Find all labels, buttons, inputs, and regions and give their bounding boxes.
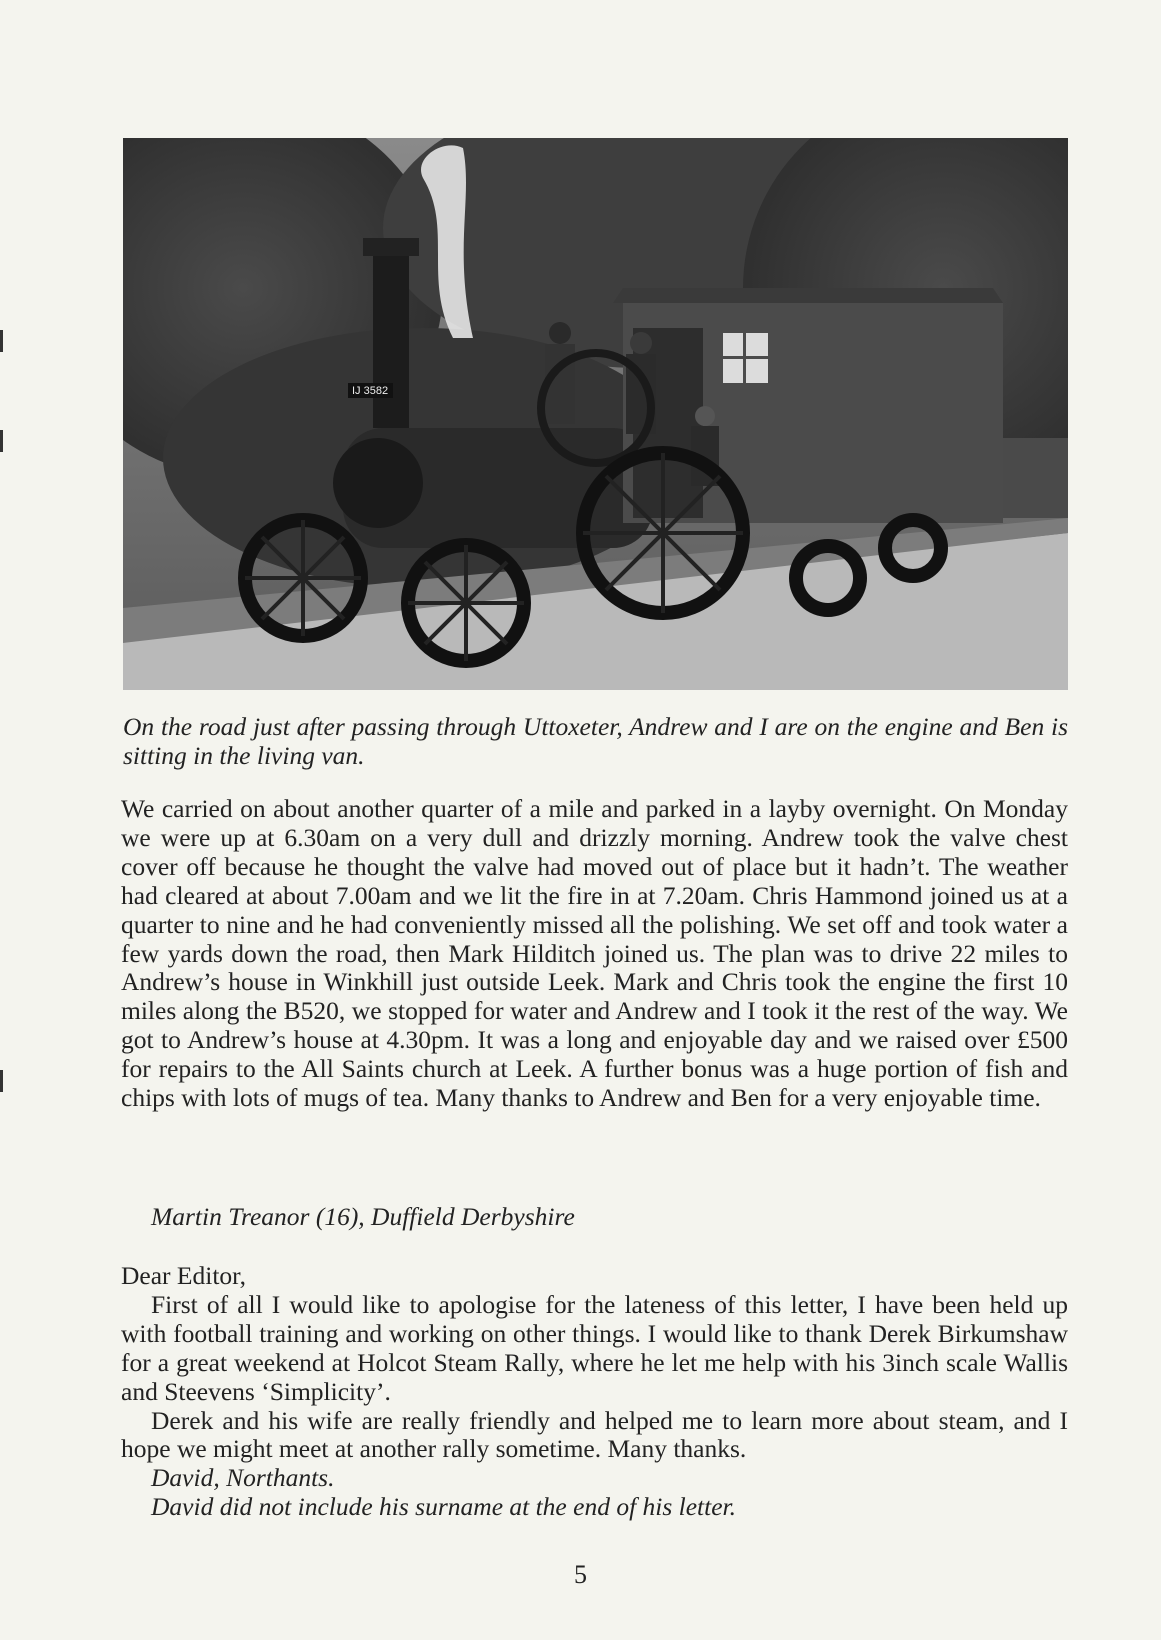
letter-signature: David, Northants. [151, 1463, 335, 1493]
binder-mark [0, 330, 3, 352]
page-number: 5 [574, 1560, 587, 1589]
steam-traction-engine-photo-icon [123, 138, 1068, 690]
number-plate: IJ 3582 [352, 385, 389, 397]
letter-paragraph: First of all I would like to apologise for the lateness of this letter, I have been held up with football training and working on other things. I would like to thank Derek Birkumshaw for a great weekend at Holcot Steam Rally, where he let me help with his 3inch scale Wallis and Steevens ‘Simplicity’. [121, 1289, 1068, 1406]
binder-mark [0, 1070, 3, 1092]
editor-note: David did not include his surname at the end of his letter. [151, 1492, 737, 1522]
body-paragraph: We carried on about another quarter of a mile and parked in a layby overnight. On Monday we were up at 6.30am on a very dull and drizzly morning. Andrew took the valve chest cover off because he thought the valve had moved out of place but it hadn’t. The weather had cleared at about 7.00am and we lit the fire in at 7.20am. Chris Hammond joined us at a quarter to nine and he had conveniently missed all the polishing. We set off and took water a few yards down the road, then Mark Hilditch joined us. The plan was to drive 22 miles to Andrew’s house in Winkhill just outside Leek. Mark and Chris took the engine the first 10 miles along the B520, we stopped for water and Andrew and I took it the rest of the way. We got to Andrew’s house at 4.30pm. It was a long and enjoyable day and we raised over £500 for repairs to the All Saints church at Leek. A further bonus was a huge portion of fish and chips with lots of mugs of tea. Many thanks to Andrew and Ben for a very enjoyable time. [121, 794, 1068, 1113]
binder-mark [0, 430, 3, 452]
letter [121, 1262, 1068, 1522]
letter-paragraph: Derek and his wife are really friendly and helped me to learn more about steam, and I hope we might meet at another rally sometime. Many thanks. [121, 1405, 1068, 1464]
steam-engine-photo [123, 138, 1068, 690]
photo-caption: On the road just after passing through Uttoxeter, Andrew and I are on the engine and Ben is sitting in the living van. [123, 712, 1068, 770]
salutation: Dear Editor, [121, 1261, 247, 1290]
signature: Martin Treanor (16), Duffield Derbyshire [151, 1202, 575, 1231]
